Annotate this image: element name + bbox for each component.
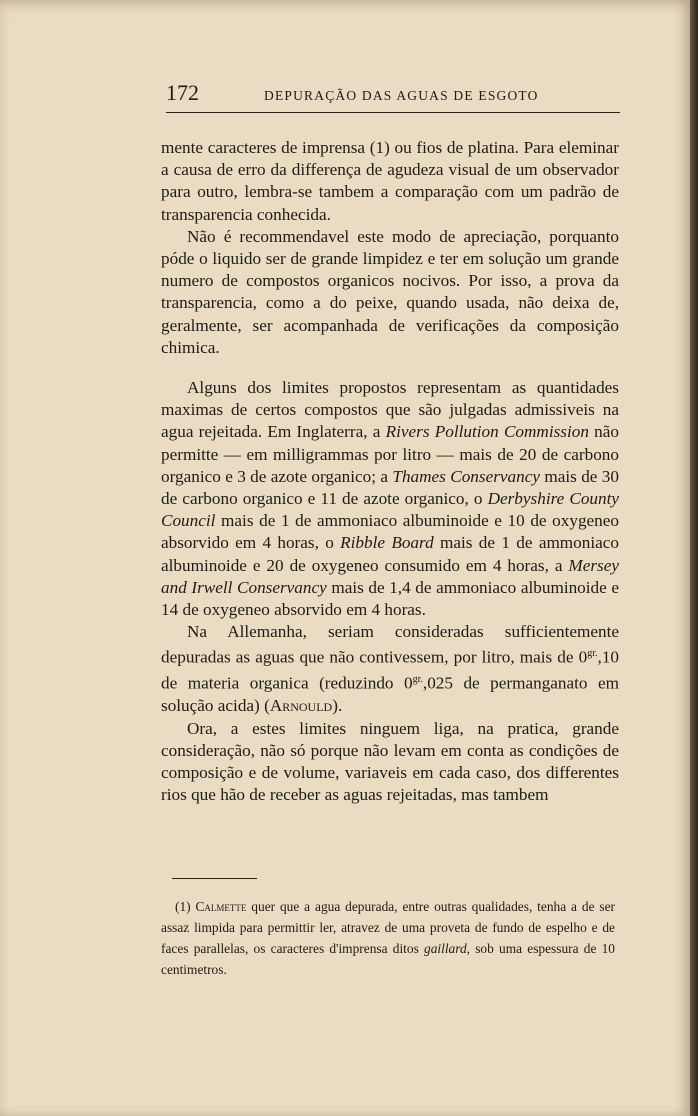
footnote-text	[161, 896, 615, 980]
text-segment: não permitte — em milligrammas por litro — mais de 20 de carbono organico e 3 de azote organico; a	[161, 422, 619, 486]
unit-superscript: gr.	[587, 648, 598, 660]
text-segment: mais de 1 de ammoniaco albuminoide e 10 de oxygeneo absorvido em 4 horas, o	[161, 511, 619, 553]
page-number: 172	[166, 80, 199, 105]
text-segment: , sob uma espessura de 10 centimetros.	[161, 941, 615, 977]
text-segment: mais de 30 de carbono organico e 11 de azote organico, o	[161, 466, 619, 509]
text-segment: Alguns dos limites propostos representam as quantidades maximas de certos compostos que são julgadas admissiveis na agua rejeitada. Em Inglaterra, a	[161, 378, 619, 442]
italic-term: gaillard	[424, 941, 467, 956]
unit-superscript: gr.	[412, 674, 423, 686]
italic-name: Thames Conservancy	[392, 466, 540, 486]
paragraph-3	[161, 377, 619, 621]
header-rule	[166, 112, 620, 113]
author-reference: Arnould	[269, 696, 333, 716]
text-segment: ,10 de materia organica (reduzindo 0	[161, 648, 619, 694]
footnote-marker: (1)	[175, 899, 196, 914]
italic-name: Mersey and Irwell Conservancy	[161, 555, 619, 597]
footnote-rule	[172, 878, 257, 879]
text-segment: Na Allemanha, seriam consideradas sufficientemente depuradas as aguas que não contivessem, por litro, mais de 0	[161, 622, 619, 668]
page-edge-shadow	[690, 0, 698, 1116]
page-header	[166, 80, 618, 110]
text-segment: ,025 de permanganato em solução acida) (	[161, 674, 619, 716]
paragraph-4	[161, 621, 619, 717]
italic-name: Ribble Board	[340, 533, 434, 553]
footnote-author: Calmette	[195, 899, 247, 914]
body-text	[161, 137, 619, 806]
italic-name: Derbyshire County Council	[161, 489, 620, 531]
running-title: DEPURAÇÃO DAS AGUAS DE ESGOTO	[264, 88, 539, 103]
footnote	[161, 896, 615, 980]
paragraph-1: mente caracteres de imprensa (1) ou fios de platina. Para eleminar a causa de erro da differença de agudeza visual de um observador para outro, lembra-se tambem a comparação com um padrão de transparencia conhecida.	[161, 138, 619, 224]
text-segment: mais de 1,4 de ammoniaco albuminoide e 14 de oxygeneo absorvido em 4 horas.	[161, 577, 619, 620]
text-segment: mais de 1 de ammoniaco albuminoide e 20 de oxygeneo consumido em 4 horas, a	[161, 533, 619, 575]
text-segment: ).	[332, 696, 343, 716]
italic-name: Rivers Pollution Commission	[385, 422, 589, 442]
text-segment: quer que a agua depurada, entre outras qualidades, tenha a de ser assaz limpida para permittir ler, atravez de uma proveta de fundo de espelho e de faces parallelas, os caracteres d'imprensa ditos	[161, 899, 615, 956]
paragraph-5: Ora, a estes limites ninguem liga, na pratica, grande consideração, não só porque não levam em conta as condições de composição e de volume, variaveis em cada caso, dos differentes rios que hão de receber as aguas rejeitadas, mas tambem	[161, 718, 619, 805]
paragraph-2: Não é recommendavel este modo de apreciação, porquanto póde o liquido ser de grande limpidez e ter em solução um grande numero de compostos organicos nocivos. Por isso, a prova da transparencia, como a do peixe, quando usada, não deixa de, geralmente, ser acompanhada de verificações da composição chimica.	[161, 226, 619, 357]
